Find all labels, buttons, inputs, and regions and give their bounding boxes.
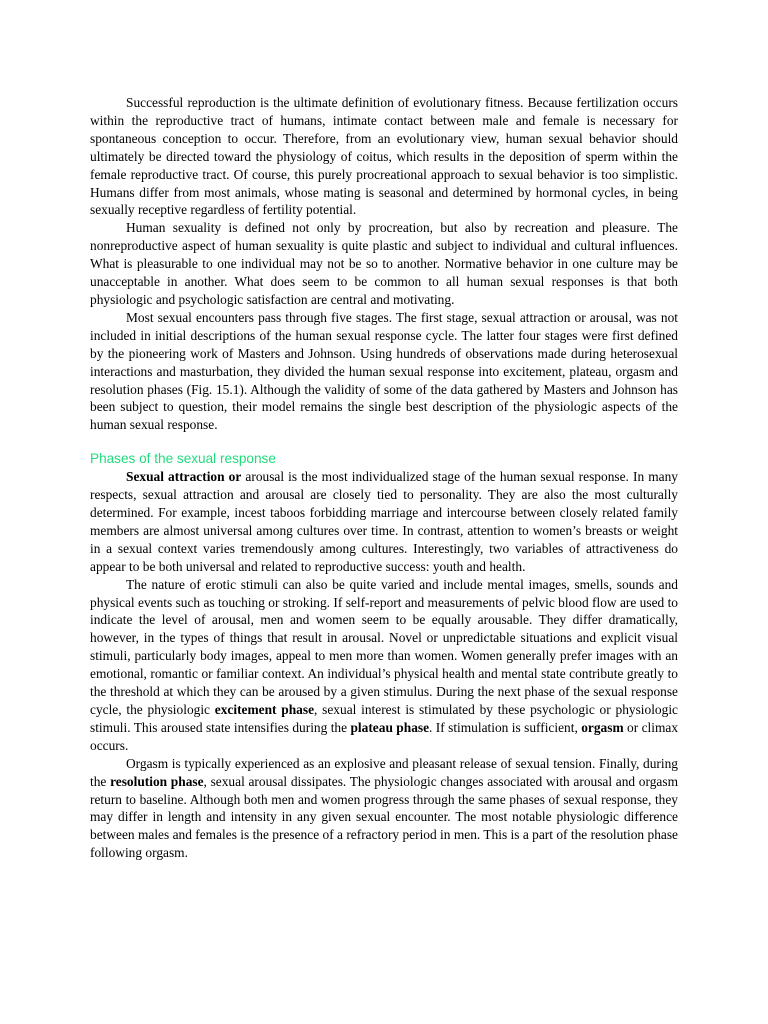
bold-term-sexual-attraction: Sexual attraction or: [126, 469, 242, 485]
paragraph-text: , sexual arousal dissipates. The physiologic changes associated with arousal and orgasm return to baseline. Although both men and women progress through the same phases of sexual response, they may differ in length and intensity in any given sexual encounter. The most notable physiologic difference between males and females is the presence of a refractory period in men. This is a part of the resolution phase following orgasm.: [90, 773, 678, 861]
paragraph-text: arousal is the most individualized stage of the human sexual response. In many respects, sexual attraction and arousal are closely tied to personality. They are also the most culturally determined. For example, incest taboos forbidding marriage and intercourse between closely related family members are almost universal among cultures over time. In contrast, attention to women’s breasts or weight in a sexual context varies tremendously among cultures. Interestingly, two variables of attractiveness do appear to be both universal and related to reproductive success: youth and health.: [90, 469, 678, 574]
paragraph-text: or climax occurs.: [90, 719, 679, 753]
paragraph-evolutionary-fitness: Successful reproduction is the ultimate definition of evolutionary fitness. Because fertilization occurs within the reproductive tract of humans, intimate contact between male and female is necessary for spontaneous conception to occur. Therefore, from an evolutionary view, human sexual behavior should ultimately be directed toward the physiology of coitus, which results in the deposition of sperm within the female reproductive tract. Of course, this purely procreational approach to sexual behavior is too simplistic. Humans differ from most animals, whose mating is seasonal and determined by hormonal cycles, in being sexually receptive regardless of fertility potential.: [90, 95, 678, 218]
bold-term-orgasm: orgasm: [581, 719, 624, 735]
paragraph-text: Orgasm is typically experienced as an explosive and pleasant release of sexual tension. Finally, during the: [90, 755, 678, 789]
paragraph-five-stages: Most sexual encounters pass through five stages. The first stage, sexual attraction or arousal, was not included in initial descriptions of the human sexual response cycle. The latter four stages were first defined by the pioneering work of Masters and Johnson. Using hundreds of observations made during heterosexual interactions and masturbation, they divided the human sexual response into excitement, plateau, orgasm and resolution phases (Fig. 15.1). Although the validity of some of the data gathered by Masters and Johnson has been subject to question, their model remains the single best description of the physiologic aspects of the human sexual response.: [90, 309, 678, 433]
paragraph-sexual-attraction: [90, 468, 678, 575]
bold-term-excitement-phase: excitement phase: [214, 702, 315, 717]
paragraph-erotic-stimuli: [90, 576, 678, 755]
paragraph-text: . If stimulation is sufficient,: [429, 719, 582, 735]
document-page: [90, 94, 678, 862]
bold-term-resolution-phase: resolution phase: [110, 773, 204, 789]
paragraph-text: , sexual interest is stimulated by these psychologic or physiologic stimuli. This aroused state intensifies during the: [90, 702, 678, 735]
section-heading: Phases of the sexual response: [90, 451, 276, 467]
bold-term-plateau-phase: plateau phase: [350, 719, 430, 735]
paragraph-text: The nature of erotic stimuli can also be quite varied and include mental images, smells, sounds and physical events such as touching or stroking. If self-report and measurements of pelvic blood flow are used to indicate the level of arousal, men and women seem to be equally arousable. They differ dramatically, however, in the types of things that result in arousal. Novel or unpredictable situations and explicit visual stimuli, particularly body images, appeal to men more than women. Women generally prefer images with an emotional, romantic or familiar context. An individual’s physical health and mental state contribute greatly to the threshold at which they can be aroused by a given stimulus. During the next phase of the sexual response cycle, the physiologic: [90, 576, 678, 717]
paragraph-orgasm-resolution: [90, 755, 678, 862]
paragraph-human-sexuality: Human sexuality is defined not only by procreation, but also by recreation and pleasure. The nonreproductive aspect of human sexuality is quite plastic and subject to individual and cultural influences. What is pleasurable to one individual may not be so to another. Normative behavior in one culture may be unacceptable in another. What does seem to be common to all human sexual responses is that both physiologic and psychologic satisfaction are central and motivating.: [90, 220, 678, 307]
